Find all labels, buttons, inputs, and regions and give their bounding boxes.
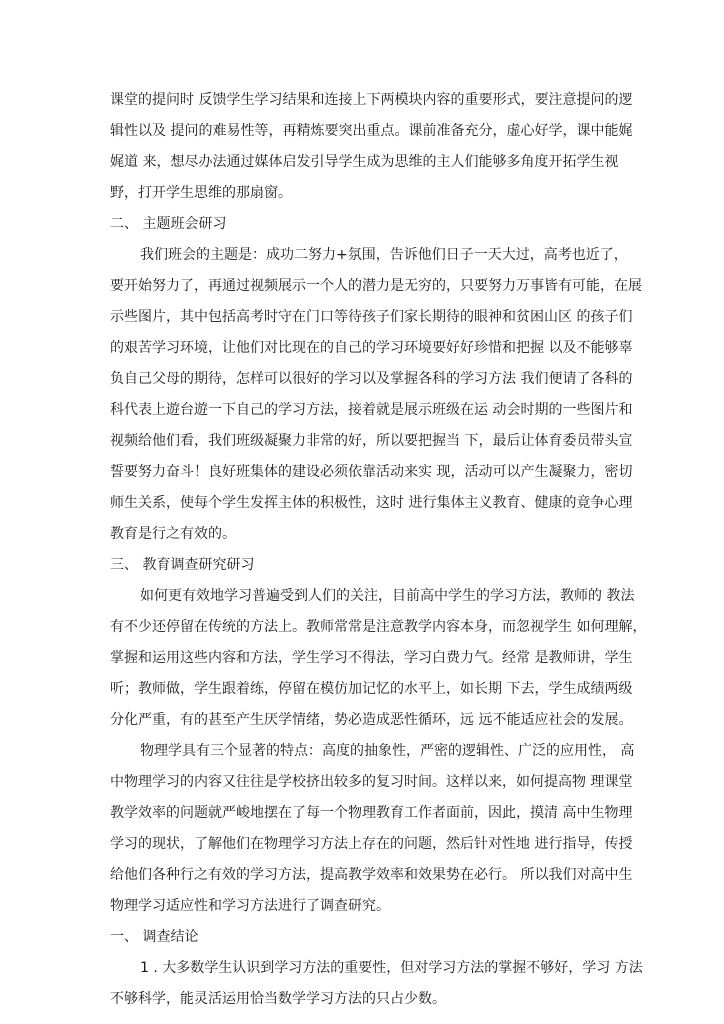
text-line-23: 中物理学习的内容又往往是学校挤出较多的复习时间。这样以来，如何提高物 理课堂 xyxy=(110,774,633,790)
section-heading-3: 三、 教育调查研究研习 xyxy=(110,557,255,573)
text-line-2: 辑性以及 提问的难易性等，再精炼要突出重点。课前准备充分，虚心好学，课中能娓 xyxy=(110,123,633,139)
text-line-3: 娓道 来，想尽办法通过媒体启发引导学生成为思维的主人们能够多角度开拓学生视 xyxy=(110,154,619,170)
text-line-29: 1 . 大多数学生认识到学习方法的重要性，但对学习方法的掌握不够好，学习 方法 xyxy=(140,960,643,976)
text-line-8: 示些图片，其中包括高考时守在门口等待孩子们家长期待的眼神和贫困山区 的孩子们 xyxy=(110,309,633,325)
text-line-25: 学习的现状，了解他们在物理学习方法上存在的问题，然后针对性地 进行指导，传授 xyxy=(110,836,633,852)
text-line-10: 负自己父母的期待，怎样可以很好的学习以及掌握各科的学习方法 我们便请了各科的 xyxy=(110,371,633,387)
text-line-12: 视频给他们看，我们班级凝聚力非常的好，所以要把握当 下，最后让体育委员带头宣 xyxy=(110,433,633,449)
text-line-9: 的艰苦学习环境，让他们对比现在的自己的学习环境要好好珍惜和把握 以及不能够辜 xyxy=(110,340,633,356)
text-line-18: 有不少还停留在传统的方法上。教师常常是注意教学内容本身，而忽视学生 如何理解， xyxy=(110,619,647,635)
text-line-11: 科代表上遊台遊一下自己的学习方法，接着就是展示班级在运 动会时期的一些图片和 xyxy=(110,402,633,418)
text-line-19: 掌握和运用这些内容和方法，学生学习不得法，学习白费力气。经常 是教师讲，学生 xyxy=(110,650,633,666)
text-line-21: 分化严重，有的甚至产生厌学情绪，势必造成恶性循环，远 远不能适应社会的发展。 xyxy=(110,712,633,728)
text-line-13: 誓要努力奋斗！良好班集体的建设必须依靠活动来实 现，活动可以产生凝聚力，密切 xyxy=(110,464,633,480)
text-line-15: 教育是行之有效的。 xyxy=(110,526,236,542)
text-line-6: 我们班会的主题是：成功二努力+氛围，告诉他们日子一天大过，高考也近了， xyxy=(140,247,628,263)
text-line-27: 物理学习适应性和学习方法进行了调查研究。 xyxy=(110,898,390,914)
text-line-22: 物理学具有三个显著的特点：高度的抽象性，严密的逻辑性、广泛的应用性， 高 xyxy=(140,743,635,759)
text-line-1: 课堂的提问时 反馈学生学习结果和连接上下两模块内容的重要形式，要注意提问的逻 xyxy=(110,92,633,108)
text-line-17: 如何更有效地学习普遍受到人们的关注，目前高中学生的学习方法，教师的 教法 xyxy=(140,588,635,604)
text-line-7: 要开始努力了，再通过视频展示一个人的潜力是无穷的，只要努力万事皆有可能，在展 xyxy=(110,278,642,294)
text-line-20: 听；教师做，学生跟着练，停留在模仿加记忆的水平上，如长期 下去，学生成绩两级 xyxy=(110,681,633,697)
subsection-heading-1: 一、 调查结论 xyxy=(110,929,199,945)
text-line-14: 师生关系，使每个学生发挥主体的积极性，这时 进行集体主义教育、健康的竟争心理 xyxy=(110,495,633,511)
text-line-4: 野，打开学生思维的那扇窗。 xyxy=(110,185,292,201)
text-line-24: 教学效率的问题就严峻地摆在了每一个物理教育工作者面前，因此，摸清 高中生物理 xyxy=(110,805,633,821)
section-heading-2: 二、 主题班会研习 xyxy=(110,216,227,232)
text-line-30: 不够科学，能灵活运用恰当数学学习方法的只占少数。 xyxy=(110,991,446,1007)
text-line-26: 给他们各种行之有效的学习方法，提高教学效率和效果势在必行。 所以我们对高中生 xyxy=(110,867,633,883)
